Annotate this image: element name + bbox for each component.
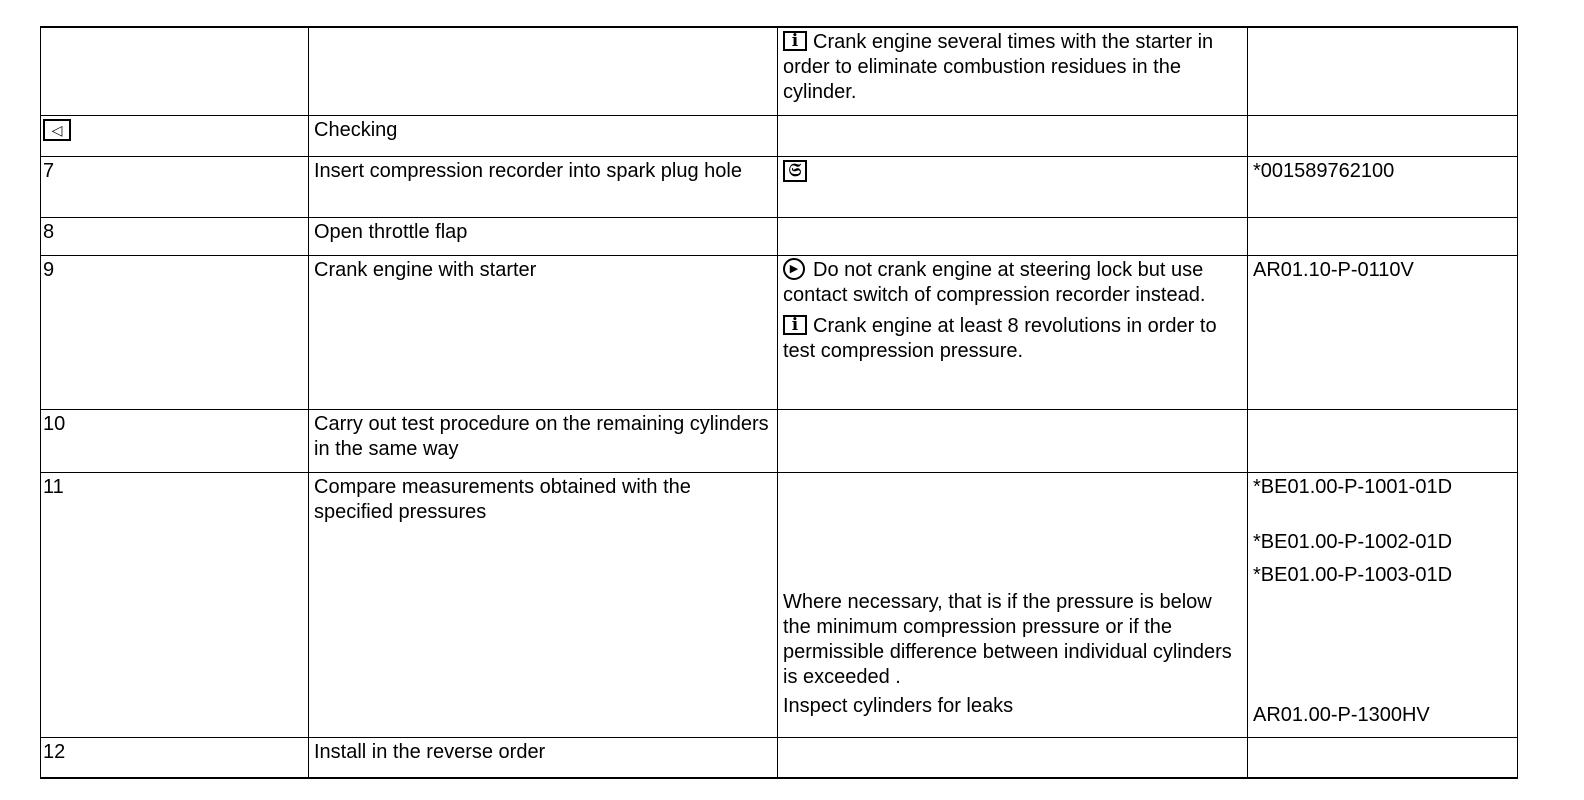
notes-cell <box>778 217 1248 255</box>
step-cell: 10 <box>41 409 309 472</box>
table-row <box>41 115 1518 156</box>
refs-cell <box>1248 217 1518 255</box>
refs-cell <box>1248 737 1518 778</box>
notes-cell <box>778 115 1248 156</box>
refs-cell <box>1248 156 1518 217</box>
info-icon: i <box>783 315 807 335</box>
step-cell: 9 <box>41 255 309 409</box>
warning-note <box>783 258 1241 308</box>
reference-link[interactable]: AR01.10-P-0110V <box>1253 258 1414 281</box>
action-cell: Insert compression recorder into spark plug hole <box>309 156 778 217</box>
info-note-text: Crank engine at least 8 revolutions in order to test compression pressure. <box>783 314 1217 362</box>
notes-cell <box>778 156 1248 217</box>
table-row <box>41 472 1518 737</box>
info-icon: i <box>783 31 807 51</box>
action-cell <box>309 27 778 115</box>
warning-icon: ▶ <box>783 258 805 280</box>
action-cell: Install in the reverse order <box>309 737 778 778</box>
step-cell: 8 <box>41 217 309 255</box>
table-row <box>41 409 1518 472</box>
procedure-table <box>40 26 1518 779</box>
condition-note: Where necessary, that is if the pressure is below the minimum compression pressure or if the permissible difference between individual cylinders is exceeded . <box>783 590 1232 688</box>
step-cell: 11 <box>41 472 309 737</box>
info-note-text: Crank engine several times with the starter in order to eliminate combustion residues in the cylinder. <box>783 31 1214 103</box>
step-cell <box>41 27 309 115</box>
info-note <box>783 314 1241 364</box>
action-cell: Open throttle flap <box>309 217 778 255</box>
notes-cell <box>778 472 1248 737</box>
refs-cell <box>1248 27 1518 115</box>
step-cell <box>41 115 309 156</box>
notes-cell <box>778 27 1248 115</box>
warning-note-text: Do not crank engine at steering lock but use contact switch of compression recorder instead. <box>783 258 1206 306</box>
reference-link[interactable]: *BE01.00-P-1003-01D <box>1253 563 1453 586</box>
info-note <box>783 30 1241 105</box>
notes-cell <box>778 255 1248 409</box>
action-cell: Carry out test procedure on the remaining cylinders in the same way <box>309 409 778 472</box>
step-cell: 7 <box>41 156 309 217</box>
table-row <box>41 255 1518 409</box>
refs-cell <box>1248 409 1518 472</box>
reference-link[interactable]: *001589762100 <box>1253 159 1395 182</box>
reference-link[interactable]: *BE01.00-P-1002-01D <box>1253 530 1453 553</box>
inspect-note: Inspect cylinders for leaks <box>783 694 1014 717</box>
table-row <box>41 737 1518 778</box>
special-tool-icon: 𝔖 <box>783 160 807 182</box>
refs-cell <box>1248 472 1518 737</box>
spacer <box>783 475 1241 590</box>
table-row <box>41 156 1518 217</box>
step-cell: 12 <box>41 737 309 778</box>
refs-cell <box>1248 255 1518 409</box>
table-row <box>41 217 1518 255</box>
action-cell: Checking <box>309 115 778 156</box>
notes-cell <box>778 737 1248 778</box>
refs-cell <box>1248 115 1518 156</box>
action-cell: Crank engine with starter <box>309 255 778 409</box>
notes-cell <box>778 409 1248 472</box>
action-cell: Compare measurements obtained with the specified pressures <box>309 472 778 737</box>
reference-link[interactable]: *BE01.00-P-1001-01D <box>1253 475 1453 498</box>
table-row <box>41 27 1518 115</box>
reference-link[interactable]: AR01.00-P-1300HV <box>1253 703 1430 726</box>
checking-icon: ◁ <box>43 119 71 141</box>
